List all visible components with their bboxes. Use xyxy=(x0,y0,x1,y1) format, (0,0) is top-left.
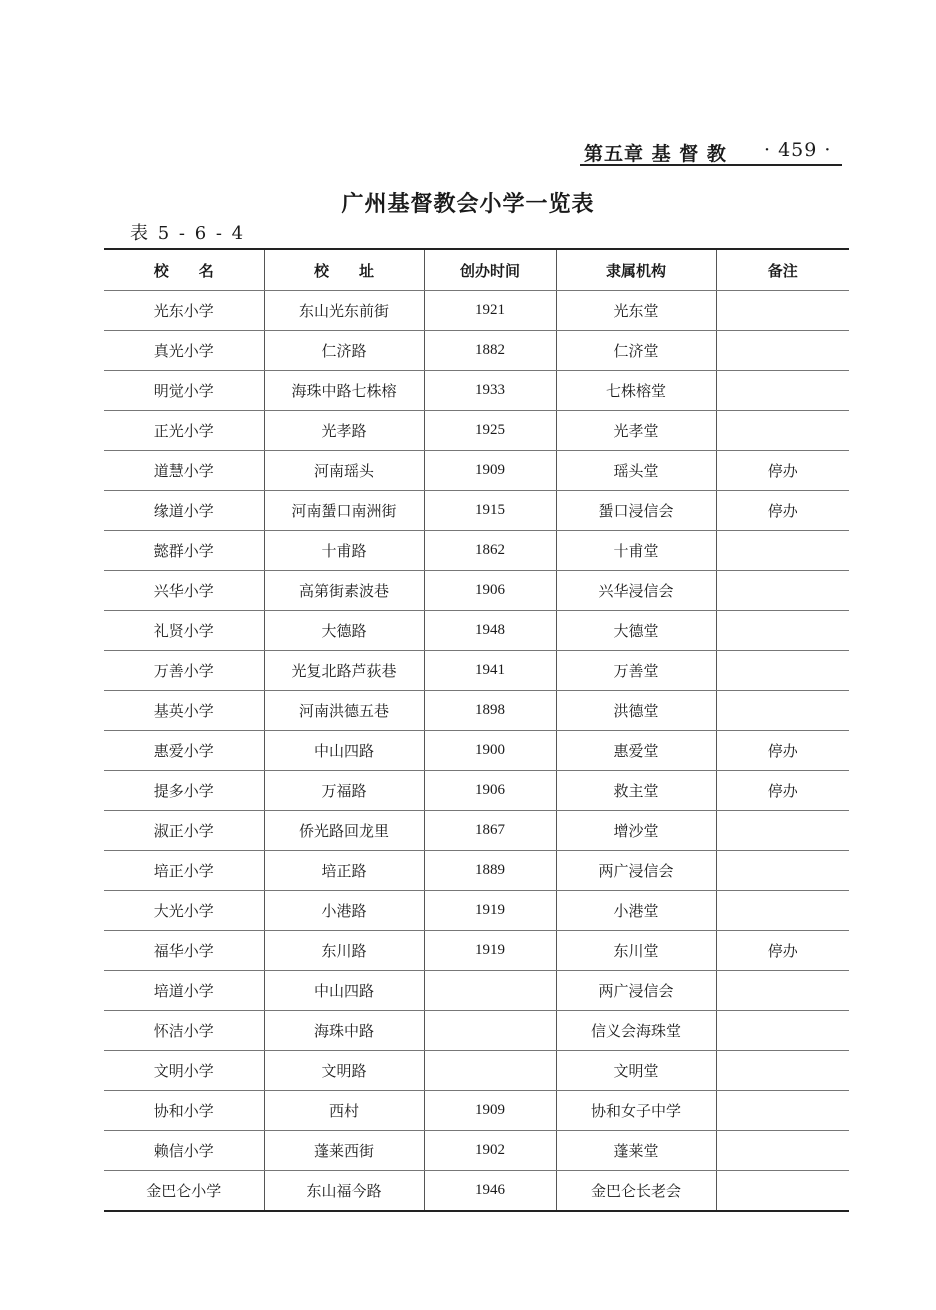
cell-remarks xyxy=(716,611,849,651)
cell-school-name: 正光小学 xyxy=(104,411,264,451)
cell-founded-year: 1915 xyxy=(424,491,556,531)
cell-affiliation: 金巴仑长老会 xyxy=(556,1171,716,1212)
cell-founded-year: 1898 xyxy=(424,691,556,731)
cell-school-name: 基英小学 xyxy=(104,691,264,731)
cell-remarks xyxy=(716,1011,849,1051)
cell-affiliation: 兴华浸信会 xyxy=(556,571,716,611)
cell-address: 东山光东前街 xyxy=(264,291,424,331)
cell-affiliation: 蓬莱堂 xyxy=(556,1131,716,1171)
cell-remarks: 停办 xyxy=(716,731,849,771)
cell-affiliation: 协和女子中学 xyxy=(556,1091,716,1131)
table-row xyxy=(104,1131,849,1171)
cell-founded-year: 1933 xyxy=(424,371,556,411)
cell-founded-year: 1909 xyxy=(424,1091,556,1131)
cell-founded-year: 1919 xyxy=(424,891,556,931)
cell-founded-year: 1889 xyxy=(424,851,556,891)
cell-address: 小港路 xyxy=(264,891,424,931)
cell-remarks: 停办 xyxy=(716,491,849,531)
cell-founded-year: 1946 xyxy=(424,1171,556,1212)
cell-remarks: 停办 xyxy=(716,931,849,971)
cell-affiliation: 光东堂 xyxy=(556,291,716,331)
cell-address: 海珠中路七株榕 xyxy=(264,371,424,411)
cell-founded-year: 1948 xyxy=(424,611,556,651)
cell-affiliation: 惠爱堂 xyxy=(556,731,716,771)
cell-founded-year: 1909 xyxy=(424,451,556,491)
table-body xyxy=(104,291,849,1212)
cell-school-name: 培道小学 xyxy=(104,971,264,1011)
cell-school-name: 光东小学 xyxy=(104,291,264,331)
table-row xyxy=(104,531,849,571)
cell-affiliation: 光孝堂 xyxy=(556,411,716,451)
cell-school-name: 提多小学 xyxy=(104,771,264,811)
header-rule xyxy=(580,164,842,166)
table-row xyxy=(104,731,849,771)
running-header xyxy=(584,139,840,167)
cell-address: 文明路 xyxy=(264,1051,424,1091)
cell-remarks xyxy=(716,691,849,731)
cell-remarks xyxy=(716,371,849,411)
table-row xyxy=(104,1051,849,1091)
cell-affiliation: 十甫堂 xyxy=(556,531,716,571)
cell-affiliation: 增沙堂 xyxy=(556,811,716,851)
cell-founded-year: 1921 xyxy=(424,291,556,331)
cell-remarks xyxy=(716,531,849,571)
cell-school-name: 文明小学 xyxy=(104,1051,264,1091)
table-row xyxy=(104,571,849,611)
table-row xyxy=(104,611,849,651)
cell-founded-year xyxy=(424,1051,556,1091)
cell-address: 侨光路回龙里 xyxy=(264,811,424,851)
document-title: 广州基督教会小学一览表 xyxy=(341,191,595,217)
cell-affiliation: 洪德堂 xyxy=(556,691,716,731)
cell-school-name: 福华小学 xyxy=(104,931,264,971)
cell-remarks xyxy=(716,1171,849,1212)
cell-school-name: 怀洁小学 xyxy=(104,1011,264,1051)
cell-school-name: 兴华小学 xyxy=(104,571,264,611)
cell-address: 蓬莱西街 xyxy=(264,1131,424,1171)
cell-school-name: 万善小学 xyxy=(104,651,264,691)
cell-school-name: 赖信小学 xyxy=(104,1131,264,1171)
cell-remarks xyxy=(716,1051,849,1091)
cell-school-name: 真光小学 xyxy=(104,331,264,371)
cell-address: 中山四路 xyxy=(264,971,424,1011)
cell-address: 河南瑶头 xyxy=(264,451,424,491)
table-row xyxy=(104,371,849,411)
cell-founded-year: 1867 xyxy=(424,811,556,851)
cell-address: 东川路 xyxy=(264,931,424,971)
column-header-founded: 创办时间 xyxy=(424,249,556,291)
cell-remarks: 停办 xyxy=(716,451,849,491)
cell-school-name: 缘道小学 xyxy=(104,491,264,531)
table-row xyxy=(104,851,849,891)
cell-address: 高第街素波巷 xyxy=(264,571,424,611)
cell-school-name: 礼贤小学 xyxy=(104,611,264,651)
table-row xyxy=(104,411,849,451)
table-row xyxy=(104,451,849,491)
cell-remarks xyxy=(716,1131,849,1171)
table-number: 表 5 - 6 - 4 xyxy=(130,223,246,244)
cell-remarks xyxy=(716,1091,849,1131)
cell-affiliation: 大德堂 xyxy=(556,611,716,651)
cell-remarks: 停办 xyxy=(716,771,849,811)
cell-founded-year: 1902 xyxy=(424,1131,556,1171)
cell-address: 十甫路 xyxy=(264,531,424,571)
cell-remarks xyxy=(716,811,849,851)
cell-founded-year: 1941 xyxy=(424,651,556,691)
cell-affiliation: 两广浸信会 xyxy=(556,971,716,1011)
school-table xyxy=(104,248,849,1212)
column-header-address: 校 址 xyxy=(264,249,424,291)
table-row xyxy=(104,1091,849,1131)
cell-remarks xyxy=(716,291,849,331)
table-row xyxy=(104,811,849,851)
cell-founded-year xyxy=(424,971,556,1011)
table-row xyxy=(104,691,849,731)
cell-school-name: 培正小学 xyxy=(104,851,264,891)
table-header-row xyxy=(104,249,849,291)
cell-school-name: 惠爱小学 xyxy=(104,731,264,771)
cell-affiliation: 仁济堂 xyxy=(556,331,716,371)
table-row xyxy=(104,931,849,971)
cell-affiliation: 救主堂 xyxy=(556,771,716,811)
chapter-title: 第五章 基 督 教 xyxy=(584,143,727,165)
cell-address: 培正路 xyxy=(264,851,424,891)
cell-affiliation: 文明堂 xyxy=(556,1051,716,1091)
cell-remarks xyxy=(716,851,849,891)
column-header-affiliation: 隶属机构 xyxy=(556,249,716,291)
table-row xyxy=(104,651,849,691)
cell-school-name: 金巴仑小学 xyxy=(104,1171,264,1212)
cell-address: 东山福今路 xyxy=(264,1171,424,1212)
cell-founded-year: 1862 xyxy=(424,531,556,571)
cell-affiliation: 两广浸信会 xyxy=(556,851,716,891)
table-row xyxy=(104,491,849,531)
cell-address: 河南蜑口南洲街 xyxy=(264,491,424,531)
cell-founded-year xyxy=(424,1011,556,1051)
cell-remarks xyxy=(716,411,849,451)
table-row xyxy=(104,1011,849,1051)
cell-address: 河南洪德五巷 xyxy=(264,691,424,731)
cell-remarks xyxy=(716,571,849,611)
table-row xyxy=(104,891,849,931)
page-number: · 459 · xyxy=(764,139,832,161)
cell-affiliation: 万善堂 xyxy=(556,651,716,691)
cell-address: 大德路 xyxy=(264,611,424,651)
table-row xyxy=(104,1171,849,1212)
cell-address: 光复北路芦荻巷 xyxy=(264,651,424,691)
cell-affiliation: 七株榕堂 xyxy=(556,371,716,411)
cell-address: 中山四路 xyxy=(264,731,424,771)
cell-school-name: 道慧小学 xyxy=(104,451,264,491)
cell-school-name: 淑正小学 xyxy=(104,811,264,851)
cell-address: 万福路 xyxy=(264,771,424,811)
cell-school-name: 懿群小学 xyxy=(104,531,264,571)
cell-founded-year: 1919 xyxy=(424,931,556,971)
cell-address: 西村 xyxy=(264,1091,424,1131)
cell-school-name: 协和小学 xyxy=(104,1091,264,1131)
table-row xyxy=(104,291,849,331)
cell-founded-year: 1906 xyxy=(424,571,556,611)
column-header-school-name: 校 名 xyxy=(104,249,264,291)
cell-remarks xyxy=(716,971,849,1011)
cell-remarks xyxy=(716,891,849,931)
cell-remarks xyxy=(716,651,849,691)
cell-remarks xyxy=(716,331,849,371)
cell-school-name: 大光小学 xyxy=(104,891,264,931)
cell-affiliation: 信义会海珠堂 xyxy=(556,1011,716,1051)
cell-founded-year: 1906 xyxy=(424,771,556,811)
cell-affiliation: 蜑口浸信会 xyxy=(556,491,716,531)
cell-address: 海珠中路 xyxy=(264,1011,424,1051)
table-row xyxy=(104,971,849,1011)
cell-address: 光孝路 xyxy=(264,411,424,451)
cell-founded-year: 1925 xyxy=(424,411,556,451)
cell-affiliation: 瑶头堂 xyxy=(556,451,716,491)
cell-affiliation: 东川堂 xyxy=(556,931,716,971)
cell-founded-year: 1900 xyxy=(424,731,556,771)
cell-address: 仁济路 xyxy=(264,331,424,371)
column-header-remarks: 备注 xyxy=(716,249,849,291)
cell-founded-year: 1882 xyxy=(424,331,556,371)
table-row xyxy=(104,331,849,371)
cell-affiliation: 小港堂 xyxy=(556,891,716,931)
table-row xyxy=(104,771,849,811)
cell-school-name: 明觉小学 xyxy=(104,371,264,411)
